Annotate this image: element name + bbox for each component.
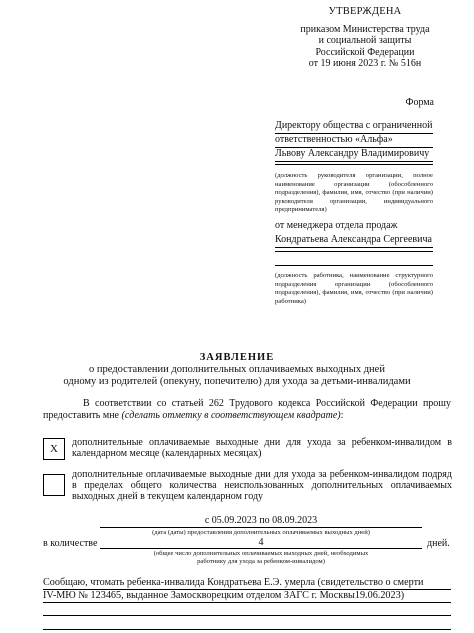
option-1-text: дополнительные оплачиваемые выходные дни для ухода за ребенком-инвалидом в календарном месяце (календарных месяцах) xyxy=(72,437,452,460)
addressee-line-3: Львову Александру Владимировичу xyxy=(275,148,433,162)
sender-line-2: Кондратьева Александра Сергеевича xyxy=(275,234,433,248)
intro-paragraph xyxy=(43,398,451,422)
sender-line-1: от менеджера отдела продаж xyxy=(275,220,398,231)
dates-note: (дата (даты) предоставления дополнительных оплачиваемых выходных дней) xyxy=(152,529,370,536)
intro-instruction: (сделать отметку в соответствующем квадрате) xyxy=(121,410,341,421)
approval-block xyxy=(290,6,440,70)
approval-line-4: от 19 июня 2023 г. № 516н xyxy=(308,58,422,69)
report-blank-line-1 xyxy=(43,614,451,616)
title-line-1: ЗАЯВЛЕНИЕ xyxy=(199,352,275,363)
addressee-note: (должность руководителя организации, полное наименование организации (обособленного подразделения), фамилия, имя, отчество (при наличии) руководителя организации, индивидуального предпринимателя) xyxy=(275,172,433,214)
report-block xyxy=(43,577,451,603)
approval-line-3: Российской Федерации xyxy=(315,46,415,58)
count-note-1: (общее число дополнительных оплачиваемых выходных дней, необходимых xyxy=(153,550,369,557)
count-suffix: дней. xyxy=(427,538,450,549)
intro-colon: : xyxy=(340,410,344,421)
option-1-checkbox[interactable]: Х xyxy=(43,438,65,460)
addressee-line-1: Директору общества с ограниченной xyxy=(275,120,433,134)
sender-note: (должность работника, наименование структурного подразделения организации (обособленного подразделения), фамилия, имя, отчество (при наличии) работника) xyxy=(275,272,433,305)
form-label: Форма xyxy=(405,97,434,108)
count-field: 4 xyxy=(100,537,422,549)
report-line-1: Сообщаю, чтомать ребенка-инвалида Кондратьева Е.Э. умерла (свидетельство о смерти xyxy=(43,577,451,590)
addressee-blank-line xyxy=(275,163,433,165)
approval-heading: УТВЕРЖДЕНА xyxy=(328,6,402,17)
title-line-3: одному из родителей (опекуну, попечителю) для ухода за детьми-инвалидами xyxy=(63,376,411,387)
approval-line-2: и социальной защиты xyxy=(318,35,412,46)
sender-blank-line-1 xyxy=(275,250,433,252)
approval-line-1: приказом Министерства труда xyxy=(300,23,430,35)
count-note-2: работнику для ухода за ребенком-инвалидом) xyxy=(197,558,325,565)
option-2-checkbox[interactable] xyxy=(43,474,65,496)
report-blank-line-2 xyxy=(43,628,451,630)
addressee-line-2: ответственностью «Альфа» xyxy=(275,134,433,148)
report-line-2: IV-МЮ № 123465, выданное Замоскворецким отделом ЗАГС г. Москвы19.06.2023) xyxy=(43,590,451,603)
intro-text: В соответствии со статьей 262 Трудового кодекса Российской Федерации прошу предоставить мне xyxy=(43,398,451,421)
option-2-text: дополнительные оплачиваемые выходные дни для ухода за ребенком-инвалидом подряд в пределах общего количества неиспользованных дополнительных оплачиваемых выходных дней в текущем календарном году xyxy=(72,469,452,503)
title-line-2: о предоставлении дополнительных оплачиваемых выходных дней xyxy=(89,364,385,375)
dates-field: с 05.09.2023 по 08.09.2023 xyxy=(100,515,422,528)
sender-blank-line-2 xyxy=(275,264,433,266)
count-prefix: в количестве xyxy=(43,538,98,549)
document-title xyxy=(0,352,474,388)
